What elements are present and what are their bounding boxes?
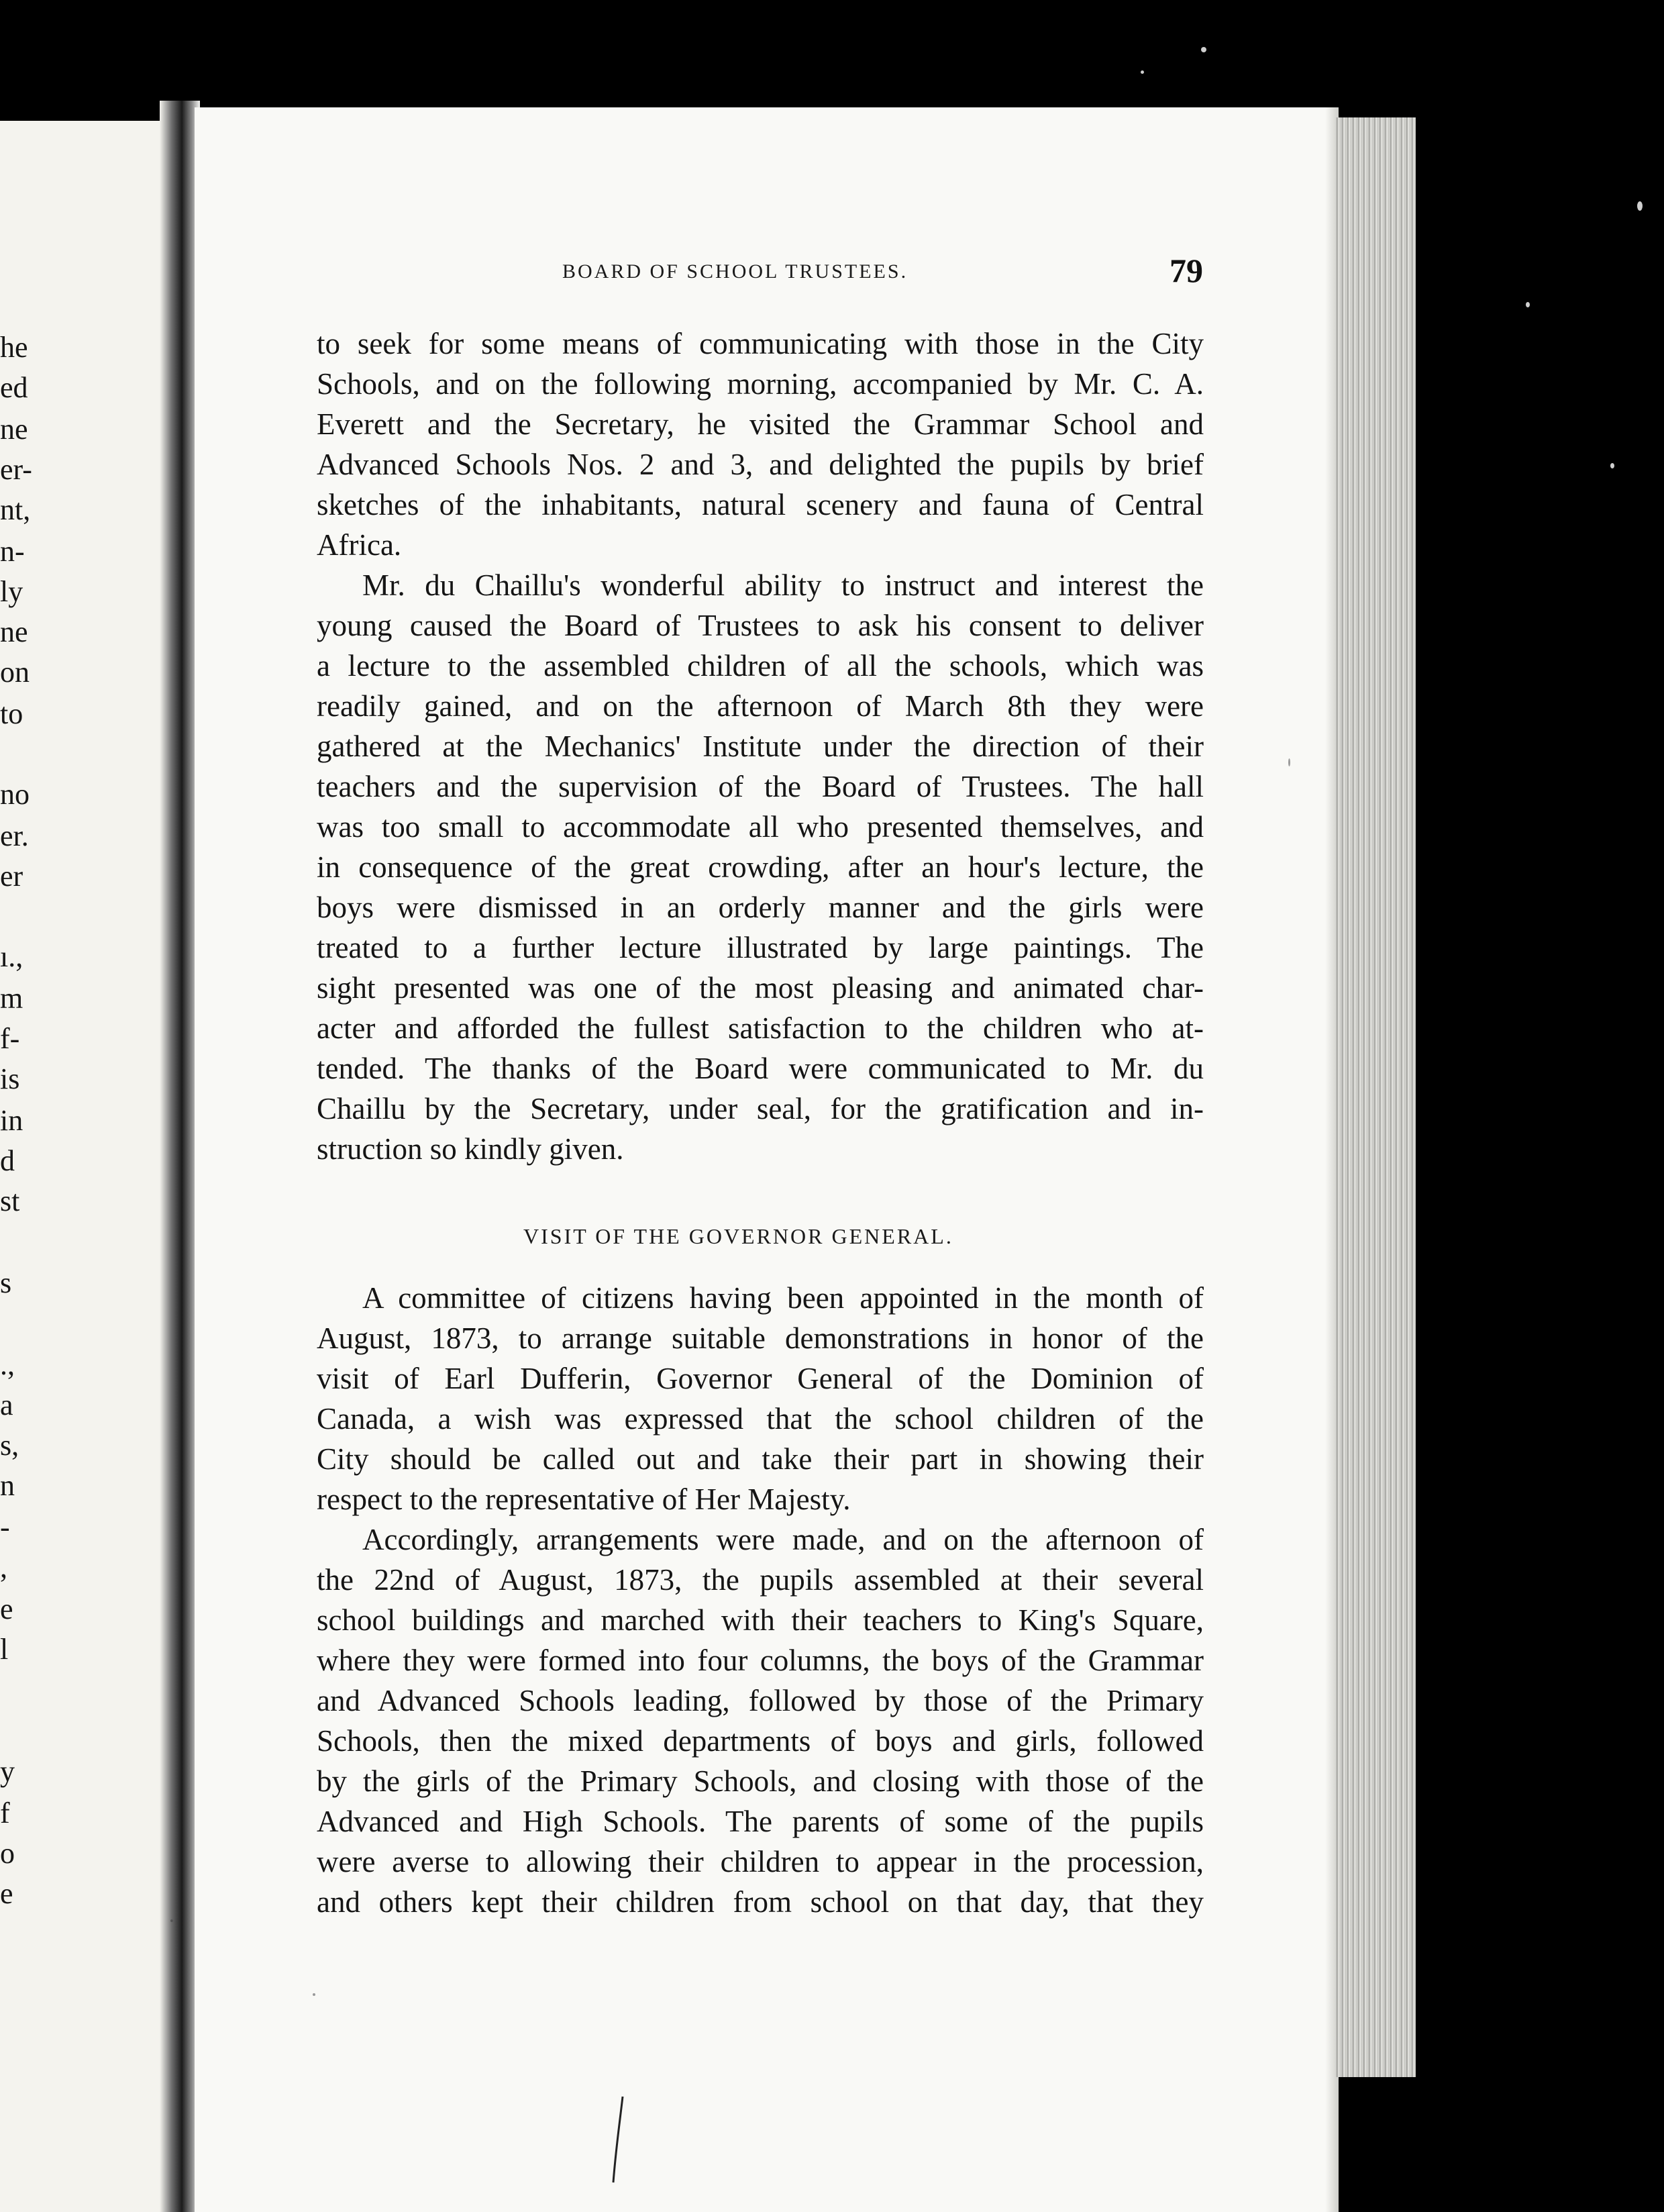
text-line: tended. The thanks of the Board were communicated to Mr. du xyxy=(317,1052,1204,1085)
facing-page-fragment: f xyxy=(0,1797,10,1829)
text-line: were averse to allowing their children to appear in the procession, xyxy=(317,1845,1204,1878)
page-block-edges xyxy=(1335,117,1416,2077)
text-line: Africa. xyxy=(317,528,402,562)
text-line: in consequence of the great crowding, after an hour's lecture, the xyxy=(317,850,1204,884)
facing-page-fragment: , xyxy=(0,1551,7,1584)
text-line: acter and afforded the fullest satisfaction to the children who at- xyxy=(317,1011,1204,1045)
facing-page-fragment: ., xyxy=(0,1348,15,1381)
text-line: Canada, a wish was expressed that the school children of the xyxy=(317,1402,1204,1436)
text-line: treated to a further lecture illustrated by large paintings. The xyxy=(317,931,1204,964)
section-heading: VISIT OF THE GOVERNOR GENERAL. xyxy=(523,1224,953,1248)
facing-page-fragment: f- xyxy=(0,1022,20,1055)
scan-speck xyxy=(1288,758,1290,766)
facing-page-fragment: n xyxy=(0,1469,15,1502)
text-line: Schools, then the mixed departments of boys and girls, followed xyxy=(317,1724,1204,1758)
text-line: Schools, and on the following morning, accompanied by Mr. C. A. xyxy=(317,367,1204,401)
text-line: Advanced and High Schools. The parents of some of the pupils xyxy=(317,1805,1204,1838)
facing-page-fragment: in xyxy=(0,1104,23,1137)
text-line: gathered at the Mechanics' Institute under the direction of their xyxy=(317,730,1204,763)
page-number: 79 xyxy=(1169,252,1203,289)
facing-page-fragment: st xyxy=(0,1185,20,1217)
text-line: school buildings and marched with their teachers to King's Square, xyxy=(317,1603,1204,1637)
scan-speck xyxy=(1201,47,1206,52)
facing-page-fragment: o xyxy=(0,1837,15,1870)
facing-page-fragment: er xyxy=(0,860,23,893)
text-line: Everett and the Secretary, he visited the Grammar School and xyxy=(317,407,1204,441)
text-line: Chaillu by the Secretary, under seal, for the gratification and in- xyxy=(317,1092,1204,1125)
facing-page-fragment: er. xyxy=(0,819,29,852)
text-line: Mr. du Chaillu's wonderful ability to instruct and interest the xyxy=(362,568,1204,602)
scan-speck xyxy=(170,1919,173,1922)
text-line: sight presented was one of the most pleasing and animated char- xyxy=(317,971,1204,1005)
facing-page-fragment: no xyxy=(0,778,30,811)
book-gutter xyxy=(160,101,200,2212)
facing-page-fragment: ne xyxy=(0,413,28,446)
facing-page-fragment: on xyxy=(0,656,30,689)
text-line: was too small to accommodate all who presented themselves, and xyxy=(317,810,1204,844)
text-line: and Advanced Schools leading, followed by those of the Primary xyxy=(317,1684,1204,1717)
text-line: a lecture to the assembled children of all the schools, which was xyxy=(317,649,1204,683)
text-line: sketches of the inhabitants, natural scenery and fauna of Central xyxy=(317,488,1204,521)
facing-page-fragment: ne xyxy=(0,615,28,648)
facing-page-fragment: y xyxy=(0,1755,15,1788)
facing-page-fragment: to xyxy=(0,697,23,730)
running-head: BOARD OF SCHOOL TRUSTEES. xyxy=(562,260,908,283)
text-line: and others kept their children from school on that day, that they xyxy=(317,1885,1204,1919)
facing-page-fragment: m xyxy=(0,982,23,1015)
scan-speck xyxy=(313,1993,315,1996)
facing-page-fragment: nt, xyxy=(0,493,31,526)
scan-speck xyxy=(1141,70,1144,74)
facing-page-fragment: l xyxy=(0,1633,9,1666)
text-line: by the girls of the Primary Schools, and closing with those of the xyxy=(317,1764,1204,1798)
text-line: Advanced Schools Nos. 2 and 3, and delighted the pupils by brief xyxy=(317,448,1204,481)
facing-page-fragment: - xyxy=(0,1511,10,1544)
facing-page-fragment: ed xyxy=(0,371,28,404)
facing-page-fragment: a xyxy=(0,1389,13,1421)
facing-page-fragment: s xyxy=(0,1266,12,1299)
text-line: August, 1873, to arrange suitable demonstrations in honor of the xyxy=(317,1321,1204,1355)
scan-speck xyxy=(1637,201,1643,211)
text-line: teachers and the supervision of the Board of Trustees. The hall xyxy=(317,770,1204,803)
text-line: A committee of citizens having been appointed in the month of xyxy=(362,1281,1204,1315)
text-line: the 22nd of August, 1873, the pupils assembled at their several xyxy=(317,1563,1204,1597)
facing-page-fragment: e xyxy=(0,1877,13,1910)
scratch-mark xyxy=(604,2094,631,2188)
text-line: young caused the Board of Trustees to ask his consent to deliver xyxy=(317,609,1204,642)
text-line: to seek for some means of communicating with those in the City xyxy=(317,327,1204,360)
facing-page-fragment: d xyxy=(0,1144,15,1177)
text-line: visit of Earl Dufferin, Governor General of the Dominion of xyxy=(317,1362,1204,1395)
text-line: City should be called out and take their part in showing their xyxy=(317,1442,1204,1476)
facing-page-fragment: e xyxy=(0,1593,13,1625)
text-line: boys were dismissed in an orderly manner and the girls were xyxy=(317,891,1204,924)
facing-page-fragment: he xyxy=(0,331,28,364)
scan-speck xyxy=(1610,463,1614,468)
text-line: struction so kindly given. xyxy=(317,1132,624,1166)
scan-speck xyxy=(1526,302,1530,307)
text-line: readily gained, and on the afternoon of March 8th they were xyxy=(317,689,1204,723)
facing-page-fragment: ly xyxy=(0,575,23,608)
facing-page-fragment: er- xyxy=(0,453,32,486)
facing-page-fragment: s, xyxy=(0,1429,19,1462)
facing-page-fragment: is xyxy=(0,1062,20,1095)
text-line: where they were formed into four columns, the boys of the Grammar xyxy=(317,1644,1204,1677)
text-line: respect to the representative of Her Majesty. xyxy=(317,1482,851,1516)
facing-page-fragment: ı., xyxy=(0,940,23,973)
facing-page-fragment: n- xyxy=(0,535,25,568)
text-line: Accordingly, arrangements were made, and on the afternoon of xyxy=(362,1523,1204,1556)
